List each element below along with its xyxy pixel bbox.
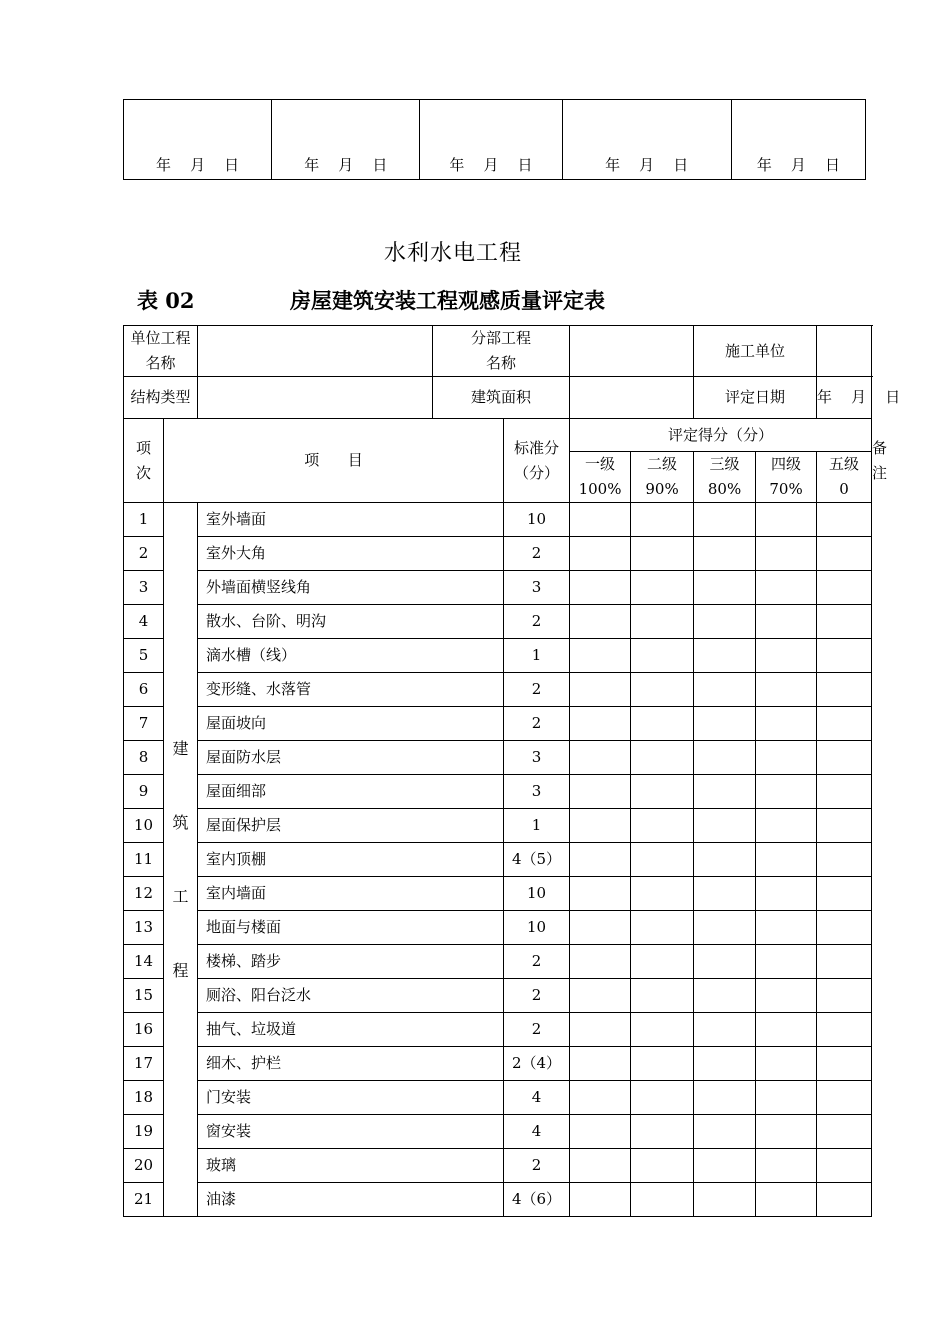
grade-score-cell[interactable] [817,673,872,707]
grade-score-cell[interactable] [756,911,817,945]
standard-score: 2 [504,945,570,979]
row-number: 9 [124,775,164,809]
table-row [124,979,872,1013]
grade-score-cell[interactable] [817,979,872,1013]
group-label-char: 程 [172,960,189,980]
grade-score-cell[interactable] [817,1047,872,1081]
table-row [124,1183,872,1217]
score-group-header: 评定得分（分） [570,419,872,452]
grade-score-cell[interactable] [694,1149,756,1183]
grade-score-cell[interactable] [756,707,817,741]
row-number: 8 [124,741,164,775]
item-name: 外墙面横竖线角 [198,571,504,605]
grade-score-cell[interactable] [756,877,817,911]
grade-score-cell[interactable] [570,1047,631,1081]
signature-date-cell: 年 月 日 [124,100,272,180]
unit-project-value[interactable] [198,326,433,377]
table-row [124,1149,872,1183]
item-header: 项 目 [164,419,504,503]
row-number: 1 [124,503,164,537]
table-row [124,775,872,809]
evaluation-date-label: 评定日期 [694,377,817,419]
grade-score-cell[interactable] [631,979,694,1013]
grade-score-cell[interactable] [570,979,631,1013]
table-row [124,503,872,537]
item-name: 地面与楼面 [198,911,504,945]
table-row [124,1081,872,1115]
grade-score-cell[interactable] [817,1081,872,1115]
item-name: 屋面保护层 [198,809,504,843]
grade-score-cell[interactable] [817,775,872,809]
signature-date-strip [123,99,866,180]
grade-score-cell[interactable] [756,537,817,571]
table-row [124,571,872,605]
grade-score-cell[interactable] [631,605,694,639]
row-number: 2 [124,537,164,571]
grade-score-cell[interactable] [570,1183,631,1217]
item-name: 散水、台阶、明沟 [198,605,504,639]
standard-score: 4（5） [504,843,570,877]
grade-score-cell[interactable] [570,741,631,775]
grade-score-cell[interactable] [631,741,694,775]
evaluation-date-value[interactable]: 年 月 日 [817,377,872,419]
grade-score-cell[interactable] [817,741,872,775]
grade-score-cell[interactable] [756,843,817,877]
standard-score: 10 [504,877,570,911]
standard-score: 1 [504,639,570,673]
unit-project-label: 单位工程 名称 [124,326,198,377]
grade-name: 五级 [829,455,860,473]
item-name: 窗安装 [198,1115,504,1149]
row-number: 14 [124,945,164,979]
standard-score: 2 [504,1149,570,1183]
grade-score-cell[interactable] [631,1183,694,1217]
group-label-char: 建 [172,738,189,758]
table-number: 表 02 [137,288,195,313]
building-area-label: 建筑面积 [433,377,570,419]
grade-score-cell[interactable] [694,945,756,979]
standard-score: 4 [504,1115,570,1149]
grade-score-cell[interactable] [694,537,756,571]
grade-score-cell[interactable] [756,605,817,639]
row-number: 3 [124,571,164,605]
grade-percent: 100% [578,480,622,498]
grade-score-cell[interactable] [756,639,817,673]
row-number: 18 [124,1081,164,1115]
grade-score-cell[interactable] [756,979,817,1013]
grade-score-cell[interactable] [570,1081,631,1115]
group-label-char: 筑 [172,812,189,832]
grade-score-cell[interactable] [817,537,872,571]
grade-score-cell[interactable] [694,877,756,911]
seq-header: 项 次 [124,419,164,503]
grade-score-cell[interactable] [756,775,817,809]
grade-score-cell[interactable] [570,639,631,673]
grade-score-cell[interactable] [631,843,694,877]
grade-score-cell[interactable] [631,1115,694,1149]
grade-score-cell[interactable] [756,1013,817,1047]
item-name: 室外墙面 [198,503,504,537]
grade-score-cell[interactable] [694,1013,756,1047]
grade-score-cell[interactable] [817,911,872,945]
standard-score: 3 [504,571,570,605]
grade-score-cell[interactable] [756,945,817,979]
grade-header-cell [694,452,756,503]
row-number: 10 [124,809,164,843]
row-number: 12 [124,877,164,911]
table-row [124,741,872,775]
grade-score-cell[interactable] [756,1115,817,1149]
grade-score-cell[interactable] [631,639,694,673]
row-number: 17 [124,1047,164,1081]
grade-header-cell [817,452,872,503]
grade-score-cell[interactable] [631,503,694,537]
grade-percent: 80% [707,480,742,498]
table-row [124,911,872,945]
item-name: 玻璃 [198,1149,504,1183]
evaluation-table [123,325,901,1217]
building-area-value[interactable] [570,377,694,419]
row-number: 4 [124,605,164,639]
row-number: 20 [124,1149,164,1183]
grade-score-cell[interactable] [694,673,756,707]
grade-score-cell[interactable] [694,605,756,639]
standard-score: 2 [504,537,570,571]
row-number: 13 [124,911,164,945]
table-row [124,945,872,979]
grade-score-cell[interactable] [631,571,694,605]
info-row [124,377,872,419]
header-row: 项 次 项 目 标准分 （分） 评定得分（分） 备注 [124,419,872,452]
grade-header-cell [756,452,817,503]
grade-score-cell[interactable] [694,1081,756,1115]
grade-score-cell[interactable] [570,1013,631,1047]
grade-score-cell[interactable] [817,605,872,639]
document-subtitle: 水利水电工程 [383,241,522,266]
structure-type-value[interactable] [198,377,433,419]
construction-unit-value[interactable] [817,326,872,377]
grade-score-cell[interactable] [631,775,694,809]
grade-percent: 0 [839,480,849,498]
grade-score-cell[interactable] [817,639,872,673]
grade-score-cell[interactable] [817,809,872,843]
division-project-value[interactable] [570,326,694,377]
standard-score: 2（4） [504,1047,570,1081]
grade-score-cell[interactable] [570,503,631,537]
grade-score-cell[interactable] [817,503,872,537]
signature-date-cell: 年 月 日 [731,100,865,180]
standard-score: 10 [504,503,570,537]
grade-score-cell[interactable] [631,707,694,741]
standard-score: 4（6） [504,1183,570,1217]
grade-score-cell[interactable] [694,1047,756,1081]
item-name: 屋面细部 [198,775,504,809]
table-row [124,877,872,911]
standard-score: 2 [504,605,570,639]
grade-percent: 90% [645,480,679,498]
grade-score-cell[interactable] [694,775,756,809]
row-number: 7 [124,707,164,741]
grade-score-cell[interactable] [631,1047,694,1081]
standard-score: 2 [504,707,570,741]
grade-score-cell[interactable] [570,775,631,809]
item-name: 抽气、垃圾道 [198,1013,504,1047]
item-name: 细木、护栏 [198,1047,504,1081]
grade-score-cell[interactable] [694,571,756,605]
grade-score-cell[interactable] [570,673,631,707]
item-name: 室内墙面 [198,877,504,911]
standard-score: 1 [504,809,570,843]
item-name: 滴水槽（线） [198,639,504,673]
standard-score: 2 [504,1013,570,1047]
grade-score-cell[interactable] [694,503,756,537]
table-row [124,1013,872,1047]
row-number: 11 [124,843,164,877]
grade-score-cell[interactable] [817,1013,872,1047]
grade-score-cell[interactable] [570,945,631,979]
grade-score-cell[interactable] [817,571,872,605]
grade-score-cell[interactable] [570,571,631,605]
grade-score-cell[interactable] [570,1115,631,1149]
grade-header-cell [631,452,694,503]
table-row [124,605,872,639]
grade-score-cell[interactable] [631,945,694,979]
grade-score-cell[interactable] [631,673,694,707]
table-row [124,1047,872,1081]
grade-score-cell[interactable] [570,877,631,911]
grade-score-cell[interactable] [631,1149,694,1183]
standard-score-header: 标准分 （分） [504,419,570,503]
group-label-char: 工 [172,886,189,906]
standard-score: 3 [504,741,570,775]
grade-score-cell[interactable] [570,809,631,843]
grade-header-cell [570,452,631,503]
grade-score-cell[interactable] [694,809,756,843]
grade-score-cell[interactable] [570,605,631,639]
grade-score-cell[interactable] [570,537,631,571]
item-name: 变形缝、水落管 [198,673,504,707]
table-row [124,1115,872,1149]
grade-score-cell[interactable] [694,843,756,877]
item-name: 室外大角 [198,537,504,571]
grade-score-cell[interactable] [694,639,756,673]
grade-percent: 70% [769,480,803,498]
signature-date-cell: 年 月 日 [272,100,420,180]
grade-score-cell[interactable] [817,1149,872,1183]
item-name: 厕浴、阳台泛水 [198,979,504,1013]
grade-score-cell[interactable] [694,707,756,741]
row-number: 19 [124,1115,164,1149]
grade-score-cell[interactable] [631,1013,694,1047]
item-name: 楼梯、踏步 [198,945,504,979]
division-project-label: 分部工程 名称 [433,326,570,377]
item-name: 屋面防水层 [198,741,504,775]
grade-score-cell[interactable] [631,877,694,911]
row-number: 6 [124,673,164,707]
grade-score-cell[interactable] [817,945,872,979]
item-name: 室内顶棚 [198,843,504,877]
group-label [164,503,198,1217]
grade-score-cell[interactable] [756,741,817,775]
grade-score-cell[interactable] [817,707,872,741]
standard-score: 2 [504,673,570,707]
item-name: 门安装 [198,1081,504,1115]
grade-score-cell[interactable] [694,1183,756,1217]
grade-score-cell[interactable] [817,877,872,911]
grade-score-cell[interactable] [694,979,756,1013]
grade-score-cell[interactable] [756,571,817,605]
form-title: 房屋建筑安装工程观感质量评定表 [290,288,605,313]
grade-score-cell[interactable] [756,503,817,537]
table-row [124,537,872,571]
structure-type-label: 结构类型 [124,377,198,419]
grade-score-cell[interactable] [817,1183,872,1217]
table-row [124,707,872,741]
construction-unit-label: 施工单位 [694,326,817,377]
standard-score: 4 [504,1081,570,1115]
grade-score-cell[interactable] [570,1149,631,1183]
grade-name: 二级 [647,455,678,473]
item-name: 油漆 [198,1183,504,1217]
info-row [124,326,872,377]
standard-score: 2 [504,979,570,1013]
grade-score-cell[interactable] [756,673,817,707]
grade-score-cell[interactable] [570,843,631,877]
table-row [124,673,872,707]
grade-score-cell[interactable] [756,1149,817,1183]
grade-name: 三级 [709,455,740,473]
grade-score-cell[interactable] [694,741,756,775]
grade-score-cell[interactable] [631,809,694,843]
grade-score-cell[interactable] [756,1081,817,1115]
grade-score-cell[interactable] [756,1183,817,1217]
grade-name: 四级 [771,455,802,473]
grade-score-cell[interactable] [817,843,872,877]
grade-score-cell[interactable] [694,911,756,945]
grade-score-cell[interactable] [817,1115,872,1149]
grade-score-cell[interactable] [570,911,631,945]
row-number: 16 [124,1013,164,1047]
item-name: 屋面坡向 [198,707,504,741]
grade-score-cell[interactable] [631,1081,694,1115]
grade-score-cell[interactable] [756,809,817,843]
signature-date-cell: 年 月 日 [562,100,731,180]
grade-score-cell[interactable] [631,911,694,945]
grade-score-cell[interactable] [756,1047,817,1081]
grade-score-cell[interactable] [694,1115,756,1149]
table-row [124,843,872,877]
table-row [124,809,872,843]
grade-score-cell[interactable] [570,707,631,741]
standard-score: 10 [504,911,570,945]
grade-name: 一级 [585,455,616,473]
row-number: 21 [124,1183,164,1217]
grade-score-cell[interactable] [631,537,694,571]
row-number: 15 [124,979,164,1013]
table-row [124,639,872,673]
signature-date-cell: 年 月 日 [420,100,562,180]
row-number: 5 [124,639,164,673]
standard-score: 3 [504,775,570,809]
